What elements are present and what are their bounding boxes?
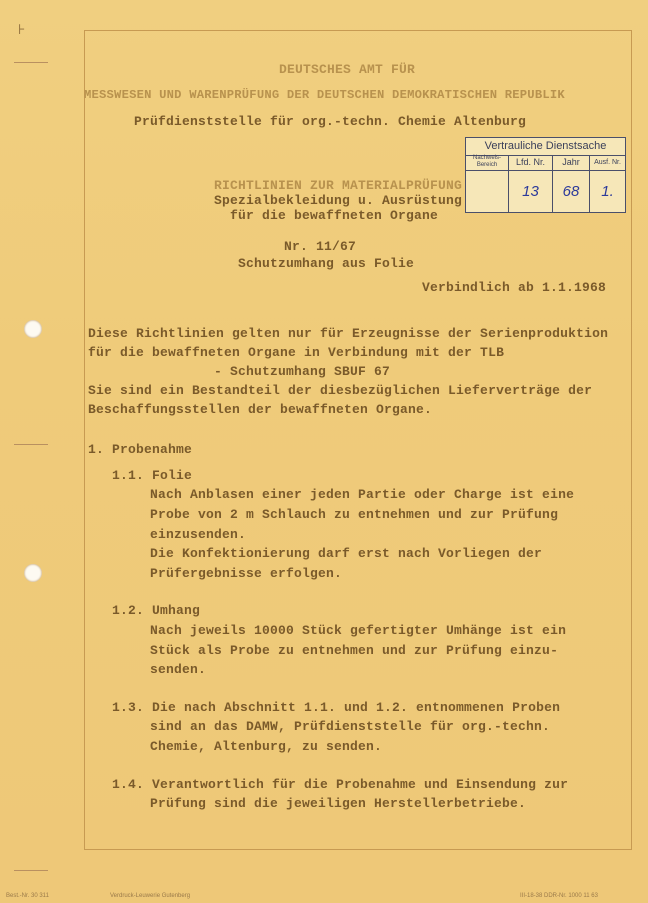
header-line-3: Prüfdienststelle für org.-techn. Chemie Altenburg: [134, 114, 527, 129]
document-subject: Schutzumhang aus Folie: [238, 256, 415, 271]
stamp-col-2-value: 13: [509, 171, 553, 212]
section-1-1-line-1: Nach Anblasen einer jeden Partie oder Charge ist eine: [150, 487, 575, 502]
section-1-4-line-2: Prüfung sind die jeweiligen Herstellerbetriebe.: [150, 796, 527, 811]
section-1-2-heading: 1.2. Umhang: [112, 603, 201, 618]
section-1-1-line-3: einzusenden.: [150, 527, 247, 542]
section-1-2-line-3: senden.: [150, 662, 207, 677]
title-line-2: Spezialbekleidung u. Ausrüstung: [214, 193, 463, 208]
header-line-1: DEUTSCHES AMT FÜR: [279, 62, 416, 77]
punch-hole-lower: [24, 564, 42, 582]
section-1-1-heading: 1.1. Folie: [112, 468, 193, 483]
valid-from: Verbindlich ab 1.1.1968: [422, 280, 607, 295]
intro-line-5: Beschaffungsstellen der bewaffneten Organe.: [88, 402, 433, 417]
intro-line-1: Diese Richtlinien gelten nur für Erzeugnisse der Serienproduktion: [88, 326, 609, 341]
stamp-col-1-header: Nachweis-Bereich: [466, 155, 509, 171]
section-1-3-line-2: sind an das DAMW, Prüfdienststelle für org.-techn.: [150, 719, 551, 734]
margin-rule-top: [14, 62, 48, 63]
intro-line-3: - Schutzumhang SBUF 67: [214, 364, 391, 379]
section-1-1-line-2: Probe von 2 m Schlauch zu entnehmen und zur Prüfung: [150, 507, 559, 522]
section-1-heading: 1. Probenahme: [88, 442, 193, 457]
footer-middle: Verdruck-Leuwerie Gutenberg: [110, 893, 191, 899]
section-1-1-line-5: Prüfergebnisse erfolgen.: [150, 566, 343, 581]
section-1-2-line-1: Nach jeweils 10000 Stück gefertigter Umhänge ist ein: [150, 623, 567, 638]
section-1-3-line-3: Chemie, Altenburg, zu senden.: [150, 739, 383, 754]
section-1-4-line-1: 1.4. Verantwortlich für die Probenahme und Einsendung zur: [112, 777, 569, 792]
intro-line-4: Sie sind ein Bestandteil der diesbezüglichen Lieferverträge der: [88, 383, 593, 398]
margin-rule-bottom: [14, 870, 48, 871]
stamp-col-4-value: 1.: [601, 183, 614, 200]
stamp-col-3-value: 68: [553, 171, 590, 212]
stamp-title: Vertrauliche Dienstsache: [466, 138, 625, 156]
document-number: Nr. 11/67: [284, 239, 357, 254]
punch-hole-upper: [24, 320, 42, 338]
stamp-col-4-header: Ausf. Nr.: [590, 155, 625, 171]
title-line-1: RICHTLINIEN ZUR MATERIALPRÜFUNG: [214, 178, 463, 193]
margin-rule-middle: [14, 444, 48, 445]
section-1-3-line-1: 1.3. Die nach Abschnitt 1.1. und 1.2. entnommenen Proben: [112, 700, 561, 715]
stamp-col-3-header: Jahr: [553, 155, 590, 171]
section-1-1-line-4: Die Konfektionierung darf erst nach Vorliegen der: [150, 546, 543, 561]
footer-right: III-18-38 DDR-Nr. 1000 11 63: [520, 893, 598, 899]
footer-left: Best.-Nr. 30 311: [6, 893, 49, 899]
section-1-2-line-2: Stück als Probe zu entnehmen und zur Prüfung einzu-: [150, 643, 559, 658]
corner-mark-icon: ⊦: [18, 23, 26, 39]
intro-line-2: für die bewaffneten Organe in Verbindung mit der TLB: [88, 345, 505, 360]
title-line-3: für die bewaffneten Organe: [230, 208, 439, 223]
stamp-col-1-value: [466, 171, 509, 212]
stamp-col-2-header: Lfd. Nr.: [509, 155, 553, 171]
classification-stamp: [465, 137, 626, 213]
header-line-2: MESSWESEN UND WARENPRÜFUNG DER DEUTSCHEN DEMOKRATISCHEN REPUBLIK: [84, 88, 565, 102]
